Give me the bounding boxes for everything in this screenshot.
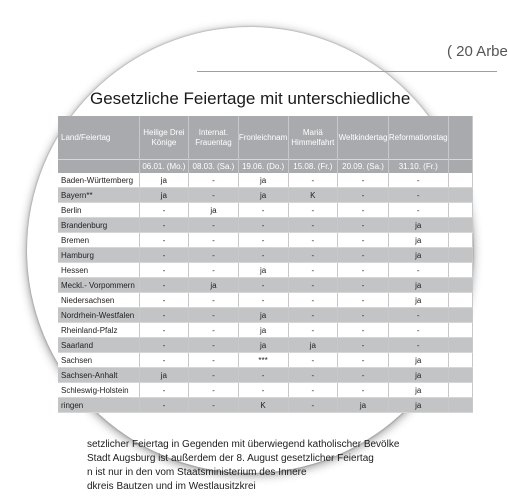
holiday-cell: - (388, 323, 448, 338)
holiday-cell: - (189, 263, 238, 278)
table-body (58, 173, 473, 413)
holiday-cell (448, 263, 472, 278)
holiday-cell: - (338, 248, 389, 263)
holiday-cell: - (139, 338, 189, 353)
working-days-label: ( 20 Arbe (447, 43, 508, 60)
holiday-cell (448, 368, 472, 383)
holiday-cell: ja (238, 263, 288, 278)
holiday-cell: K (288, 188, 338, 203)
date-cell: 20.09. (Sa.) (338, 160, 389, 174)
holiday-cell: - (238, 248, 288, 263)
holiday-cell (448, 188, 472, 203)
holiday-cell: - (388, 188, 448, 203)
holiday-cell: - (139, 263, 189, 278)
holiday-cell: - (189, 383, 238, 398)
holiday-cell: - (288, 248, 338, 263)
holiday-cell (448, 248, 472, 263)
holiday-cell: - (238, 278, 288, 293)
state-name-cell: Bremen (58, 233, 139, 248)
holiday-cell: - (338, 338, 389, 353)
holiday-cell: - (288, 308, 338, 323)
table-row (58, 233, 473, 248)
holiday-cell: - (288, 293, 338, 308)
holiday-cell: ja (238, 308, 288, 323)
document-page (27, 27, 508, 492)
holiday-cell: ja (388, 248, 448, 263)
table-row (58, 173, 473, 188)
holiday-cell: - (139, 293, 189, 308)
holiday-cell: - (238, 218, 288, 233)
holiday-cell: - (189, 398, 238, 413)
state-name-cell: Meckl.- Vorpommern (58, 278, 139, 293)
table-row (58, 293, 473, 308)
holiday-cell: - (338, 323, 389, 338)
table-row (58, 383, 473, 398)
holiday-cell: - (338, 173, 389, 188)
holiday-cell: - (338, 353, 389, 368)
holiday-cell: - (189, 293, 238, 308)
holiday-cell: - (189, 248, 238, 263)
state-name-cell: Rheinland-Pfalz (58, 323, 139, 338)
holiday-cell: - (288, 353, 338, 368)
holiday-cell: - (139, 383, 189, 398)
table-date-row (58, 160, 473, 174)
holiday-cell: - (338, 383, 389, 398)
holiday-cell: ja (139, 173, 189, 188)
holiday-cell: - (189, 353, 238, 368)
table-row (58, 398, 473, 413)
holiday-cell: - (189, 233, 238, 248)
holiday-cell: - (338, 233, 389, 248)
holiday-cell: ja (238, 338, 288, 353)
holiday-cell: ja (388, 278, 448, 293)
table-row (58, 368, 473, 383)
table-row (58, 338, 473, 353)
holiday-cell: - (288, 263, 338, 278)
state-name-cell: Brandenburg (58, 218, 139, 233)
table-row (58, 188, 473, 203)
holiday-cell (448, 353, 472, 368)
table-row (58, 218, 473, 233)
date-cell: 06.01. (Mo.) (139, 160, 189, 174)
holiday-cell: - (139, 233, 189, 248)
state-name-cell: Berlin (58, 203, 139, 218)
holiday-cell: - (338, 218, 389, 233)
column-header-land: Land/Feiertag (58, 116, 139, 160)
state-name-cell: Nordrhein-Westfalen (58, 308, 139, 323)
column-header: Internat. Frauentag (189, 116, 238, 160)
holiday-cell: - (139, 218, 189, 233)
holiday-cell: - (238, 203, 288, 218)
table-row (58, 263, 473, 278)
holiday-cell: K (238, 398, 288, 413)
holiday-cell: - (288, 398, 338, 413)
column-header: Weltkindertag (338, 116, 389, 160)
holiday-cell (448, 383, 472, 398)
holiday-cell (448, 398, 472, 413)
holiday-cell: ja (189, 278, 238, 293)
magnifier-lens (27, 27, 508, 492)
holiday-cell: - (288, 203, 338, 218)
footnote-line: n ist nur in den vom Staatsministerium des Innere (87, 467, 307, 478)
holiday-cell: ja (388, 233, 448, 248)
table-header-row (58, 116, 473, 160)
holiday-cell: - (238, 368, 288, 383)
holiday-cell: - (189, 218, 238, 233)
holiday-cell: - (189, 188, 238, 203)
column-header (448, 116, 472, 160)
holiday-cell: - (288, 173, 338, 188)
holiday-cell: - (338, 308, 389, 323)
date-cell: 19.06. (Do.) (238, 160, 288, 174)
holiday-cell: - (139, 248, 189, 263)
holiday-cell: - (288, 233, 338, 248)
state-name-cell: Schleswig-Holstein (58, 383, 139, 398)
holiday-cell: - (388, 173, 448, 188)
holiday-cell: - (388, 263, 448, 278)
holiday-cell: ja (388, 383, 448, 398)
holiday-cell: - (238, 233, 288, 248)
date-cell: 08.03. (Sa.) (189, 160, 238, 174)
holiday-cell: ja (388, 293, 448, 308)
holiday-cell: - (288, 368, 338, 383)
holiday-cell: - (338, 188, 389, 203)
holiday-cell: ja (388, 353, 448, 368)
holiday-cell: ja (388, 398, 448, 413)
holiday-cell: - (288, 323, 338, 338)
table-row (58, 353, 473, 368)
state-name-cell: Sachsen-Anhalt (58, 368, 139, 383)
holiday-cell: - (189, 368, 238, 383)
holiday-cell: *** (238, 353, 288, 368)
footnote-line: setzlicher Feiertag in Gegenden mit überwiegend katholischer Bevölke (87, 439, 400, 450)
column-header: Fronleichnam (238, 116, 288, 160)
state-name-cell: Bayern** (58, 188, 139, 203)
document-title: Gesetzliche Feiertage mit unterschiedliche (90, 89, 411, 108)
holiday-cell: - (288, 278, 338, 293)
column-header: Mariä Himmelfahrt (288, 116, 338, 160)
holiday-cell: ja (288, 338, 338, 353)
holiday-cell: ja (338, 398, 389, 413)
holiday-cell: ja (388, 368, 448, 383)
column-header: Reformationstag (388, 116, 448, 160)
holiday-cell: - (189, 173, 238, 188)
holiday-cell: - (288, 218, 338, 233)
table-row (58, 308, 473, 323)
holiday-cell: ja (238, 188, 288, 203)
state-name-cell: Hessen (58, 263, 139, 278)
column-header: Heilige Drei Könige (139, 116, 189, 160)
date-cell: 15.08. (Fr.) (288, 160, 338, 174)
holiday-cell: - (139, 353, 189, 368)
holiday-cell: - (139, 398, 189, 413)
holiday-cell: ja (139, 188, 189, 203)
footnote-line: Stadt Augsburg ist außerdem der 8. August gesetzlicher Feiertag (87, 453, 374, 464)
holiday-cell: - (338, 203, 389, 218)
table-row (58, 248, 473, 263)
holiday-cell: - (189, 323, 238, 338)
state-name-cell: ringen (58, 398, 139, 413)
top-band (197, 27, 508, 72)
holiday-cell (448, 323, 472, 338)
holiday-cell: - (139, 308, 189, 323)
holiday-cell: - (139, 278, 189, 293)
state-name-cell: Sachsen (58, 353, 139, 368)
state-name-cell: Hamburg (58, 248, 139, 263)
holiday-cell: - (338, 263, 389, 278)
holiday-cell (448, 218, 472, 233)
holiday-cell: ja (139, 368, 189, 383)
holiday-cell: - (288, 383, 338, 398)
holiday-cell: - (388, 338, 448, 353)
holiday-cell: - (388, 203, 448, 218)
date-cell (448, 160, 472, 174)
holiday-cell: - (338, 278, 389, 293)
holiday-cell: - (388, 308, 448, 323)
state-name-cell: Saarland (58, 338, 139, 353)
footnote-line: dkreis Bautzen und im Westlausitzkrei (87, 481, 256, 492)
holiday-cell (448, 338, 472, 353)
holiday-cell: - (139, 203, 189, 218)
holiday-cell: - (238, 383, 288, 398)
holiday-cell: ja (189, 203, 238, 218)
date-cell (58, 160, 139, 174)
holiday-cell (448, 278, 472, 293)
holiday-cell (448, 203, 472, 218)
holiday-cell: ja (388, 218, 448, 233)
holiday-cell (448, 233, 472, 248)
holiday-cell (448, 293, 472, 308)
holiday-cell: - (338, 293, 389, 308)
holiday-cell: - (189, 338, 238, 353)
holiday-cell: ja (238, 323, 288, 338)
footnotes (87, 438, 399, 494)
holiday-cell: - (189, 308, 238, 323)
holiday-cell: - (139, 323, 189, 338)
state-name-cell: Niedersachsen (58, 293, 139, 308)
holiday-cell: - (338, 368, 389, 383)
state-name-cell: Baden-Württemberg (58, 173, 139, 188)
holiday-cell (448, 308, 472, 323)
holiday-cell: - (238, 293, 288, 308)
table-row (58, 278, 473, 293)
date-cell: 31.10. (Fr.) (388, 160, 448, 174)
table-row (58, 203, 473, 218)
table-row (58, 323, 473, 338)
holiday-table (58, 116, 473, 413)
holiday-cell: ja (238, 173, 288, 188)
holiday-cell (448, 173, 472, 188)
